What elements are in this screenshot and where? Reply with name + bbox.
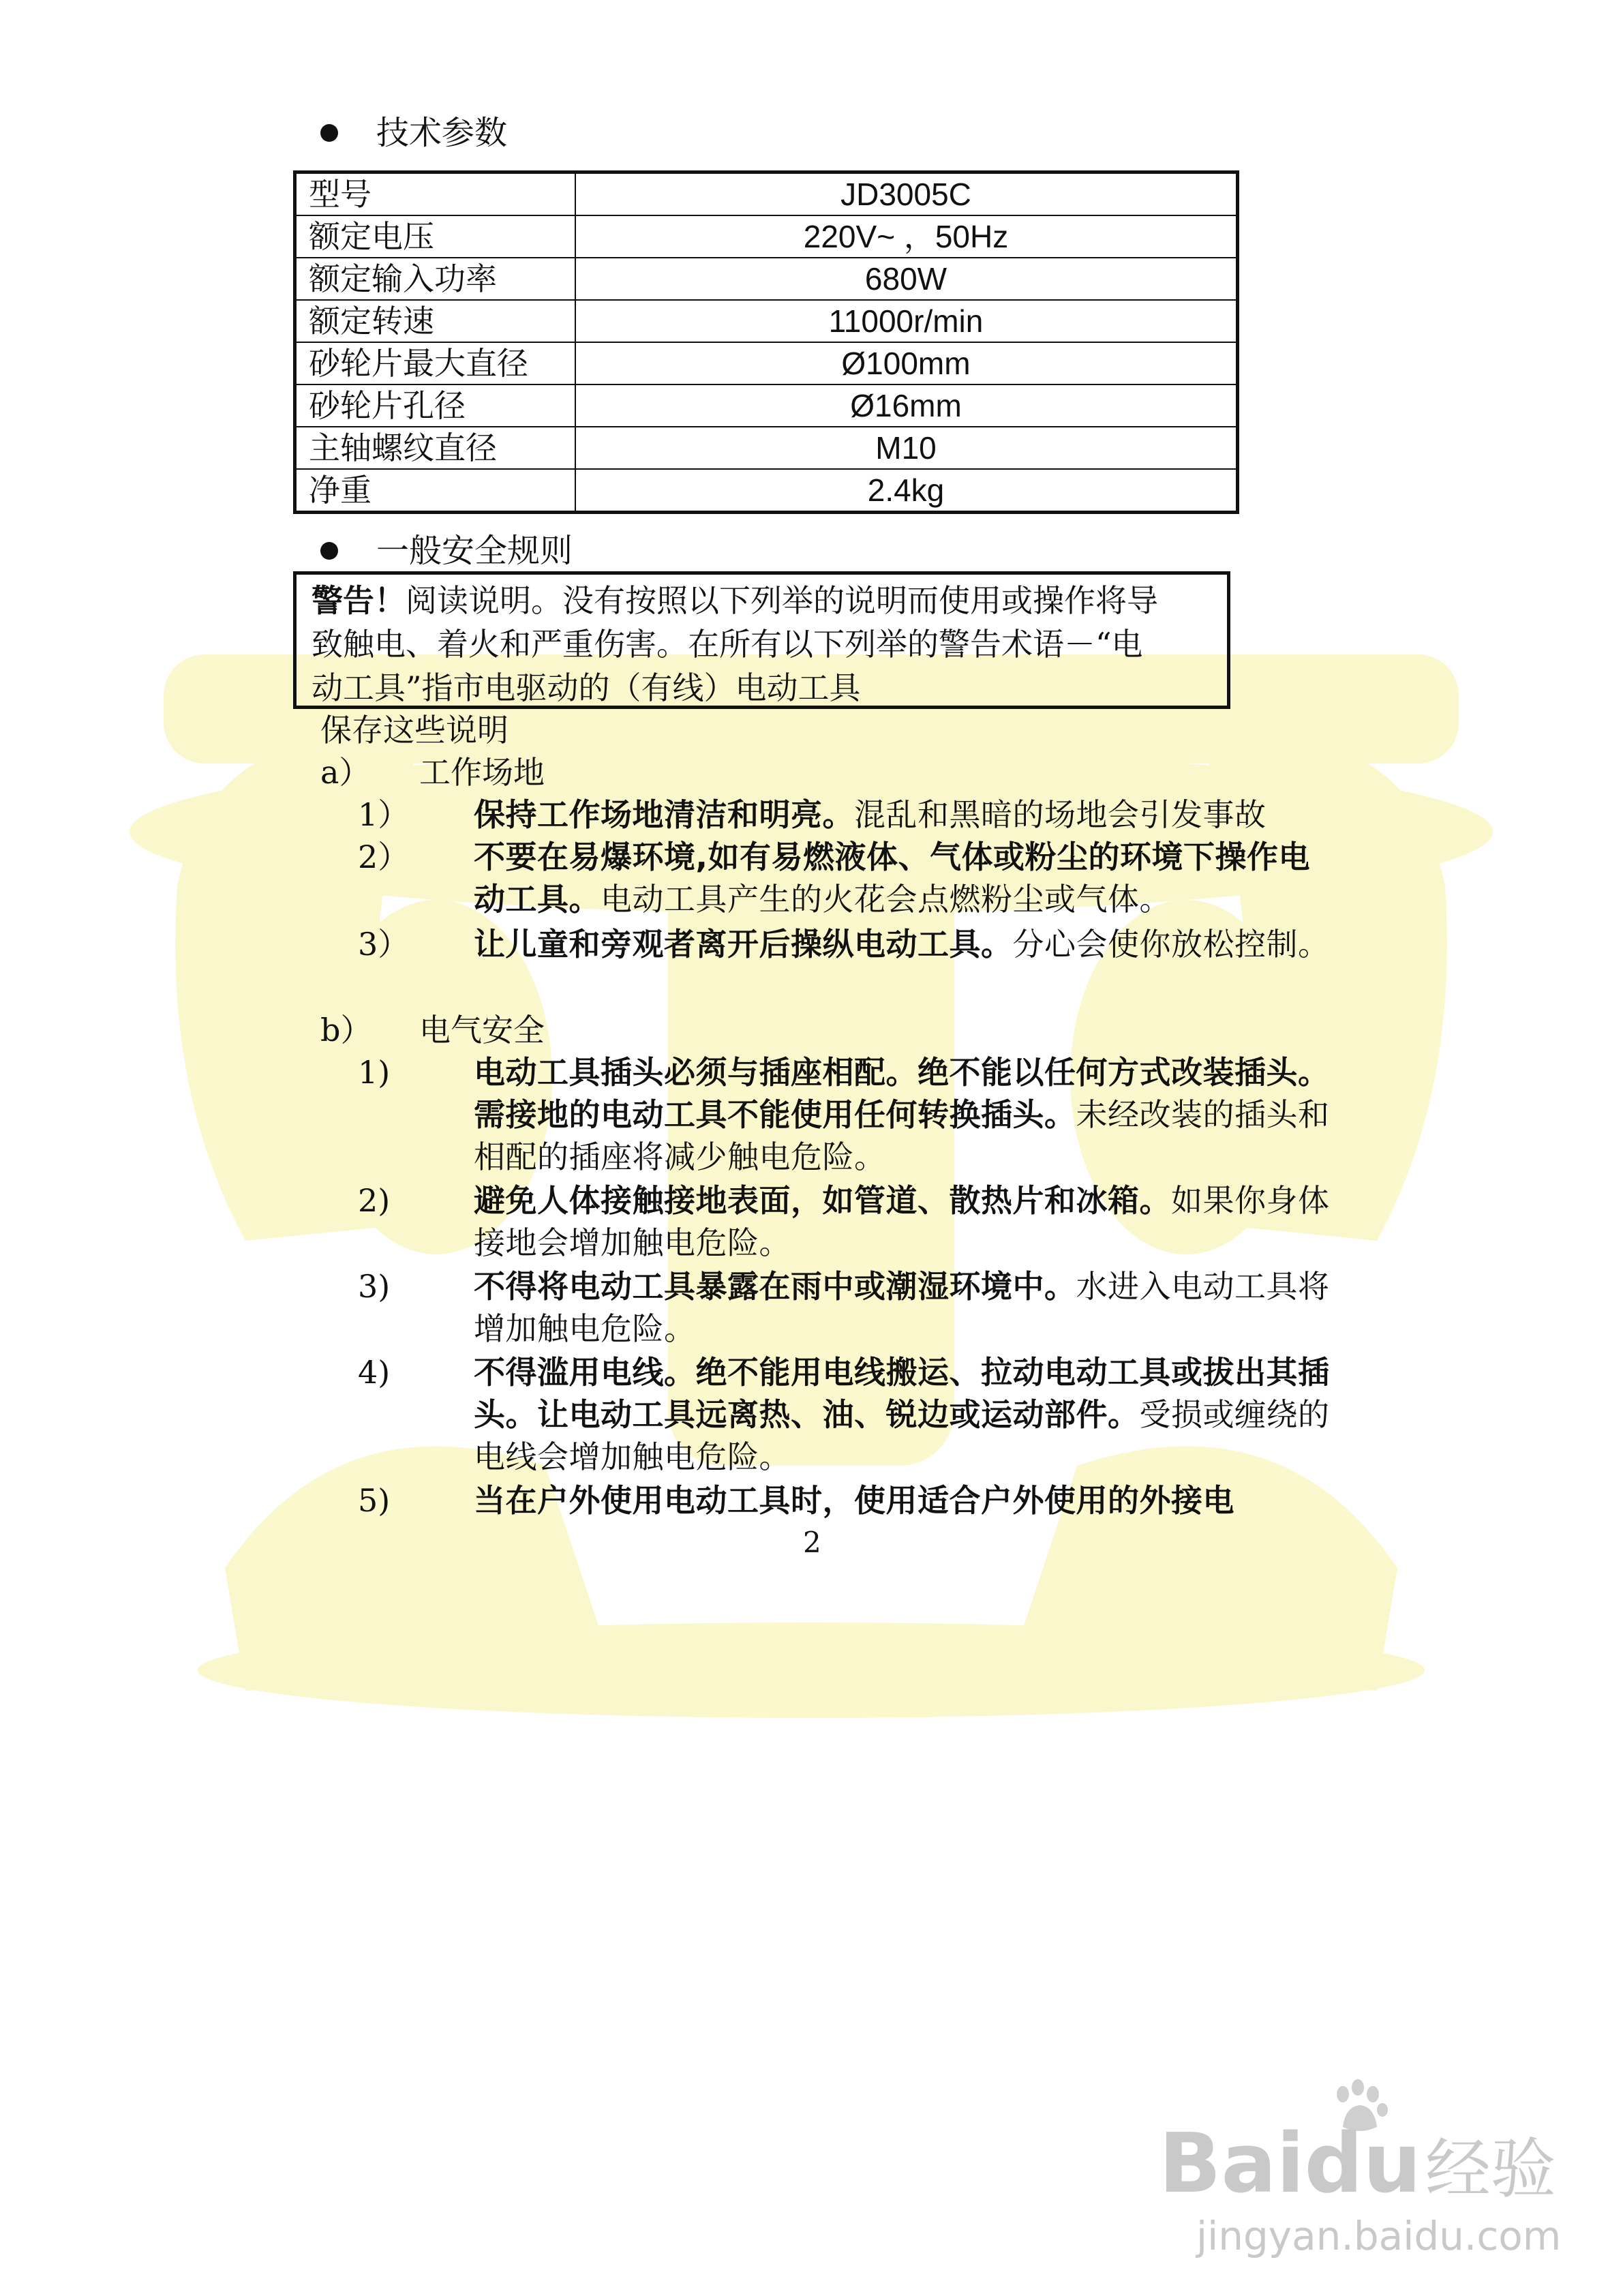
logo-url: jingyan.baidu.com (1196, 2213, 1562, 2259)
item-number: 5) (358, 1482, 391, 1519)
spec-label: 额定输入功率 (295, 258, 576, 300)
item-number: 3) (358, 1268, 391, 1305)
logo-suffix-text: 经验 (1425, 2131, 1556, 2207)
item-normal-text: 电动工具产生的火花会点燃粉尘或气体。 (601, 881, 1171, 918)
warning-label: 警告！ (312, 582, 406, 619)
spec-value: JD3005C (575, 172, 1238, 216)
item-normal-text: 混乱和黑暗的场地会引发事故 (854, 796, 1266, 833)
spec-row (295, 300, 1238, 342)
warning-line-2: 致触电、着火和严重伤害。在所有以下列举的警告术语－“电 (312, 626, 1143, 663)
item-number: 4) (358, 1354, 391, 1391)
electrical-title: 电气安全 (419, 1012, 545, 1048)
item-bold-text: 不要在易爆环境,如有易燃液体、气体或粉尘的环境下操作电动工具。 (474, 839, 1310, 918)
item-number: 1） (358, 796, 410, 833)
spec-value: Ø100mm (575, 342, 1238, 384)
spec-row (295, 342, 1238, 384)
page-number: 2 (803, 1526, 821, 1559)
spec-label: 主轴螺纹直径 (295, 427, 576, 469)
spec-row (295, 384, 1238, 427)
bullet-icon (320, 542, 338, 560)
item-normal-text: 水进入电动工具将增加触电危险。 (474, 1268, 1330, 1347)
item-number: 1) (358, 1054, 391, 1091)
bullet-icon (320, 124, 338, 142)
spec-label: 额定电压 (295, 215, 576, 258)
spec-value: 2.4kg (575, 469, 1238, 513)
warning-text-1: 阅读说明。没有按照以下列举的说明而使用或操作将导 (406, 582, 1158, 619)
spec-table (293, 170, 1239, 514)
item-normal-text: 受损或缠绕的电线会增加触电危险。 (474, 1396, 1330, 1475)
item-bold-text: 让儿童和旁观者离开后操纵电动工具。 (474, 926, 1013, 963)
spec-label: 净重 (295, 469, 576, 513)
spec-value: Ø16mm (575, 384, 1238, 427)
spec-value: 220V~ ，50Hz (575, 215, 1238, 258)
item-bold-text: 不得将电动工具暴露在雨中或潮湿环境中。 (474, 1268, 1076, 1305)
item-bold-text: 当在户外使用电动工具时，使用适合户外使用的外接电 (474, 1482, 1234, 1519)
warning-line-1 (312, 579, 1200, 622)
safety-heading-text: 一般安全规则 (376, 532, 573, 570)
spec-heading-text: 技术参数 (376, 114, 508, 152)
spec-row (295, 258, 1238, 300)
spec-label: 砂轮片孔径 (295, 384, 576, 427)
work-area-marker: a） (320, 754, 371, 791)
spec-label: 额定转速 (295, 300, 576, 342)
baidu-jingyan-logo (1159, 2079, 1595, 2259)
warning-box (293, 571, 1230, 709)
item-normal-text: 分心会使你放松控制。 (1012, 926, 1330, 963)
item-bold-text: 不得滥用电线。绝不能用电线搬运、拉动电动工具或拔出其插头。让电动工具远离热、油、锐边或运动部件。 (474, 1354, 1330, 1433)
item-bold-text: 避免人体接触接地表面，如管道、散热片和冰箱。 (474, 1182, 1171, 1219)
spec-row (295, 215, 1238, 258)
warning-line-3: 动工具”指市电驱动的（有线）电动工具 (312, 669, 861, 706)
save-instructions-note: 保存这些说明 (320, 712, 509, 749)
spec-label: 型号 (295, 172, 576, 216)
logo-brand-text-2: du (1304, 2117, 1421, 2211)
spec-heading (320, 112, 507, 153)
spec-row (295, 469, 1238, 513)
spec-value: 680W (575, 258, 1238, 300)
item-bold-text: 电动工具插头必须与插座相配。绝不能以任何方式改装插头。需接地的电动工具不能使用任何转换插头。 (474, 1054, 1330, 1133)
spec-value: M10 (575, 427, 1238, 469)
spec-row (295, 172, 1238, 216)
spec-label: 砂轮片最大直径 (295, 342, 576, 384)
item-normal-text: 未经改装的插头和相配的插座将减少触电危险。 (474, 1096, 1330, 1175)
item-number: 2） (358, 839, 410, 875)
item-bold-text: 保持工作场地清洁和明亮。 (474, 796, 854, 833)
safety-heading (320, 530, 573, 571)
electrical-marker: b） (320, 1012, 372, 1048)
spec-row (295, 427, 1238, 469)
work-area-title: 工作场地 (419, 754, 545, 791)
item-number: 3） (358, 926, 410, 963)
spec-value: 11000r/min (575, 300, 1238, 342)
item-normal-text: 如果你身体接地会增加触电危险。 (474, 1182, 1330, 1261)
logo-brand-text: Bai (1159, 2117, 1305, 2211)
item-number: 2) (358, 1182, 391, 1219)
